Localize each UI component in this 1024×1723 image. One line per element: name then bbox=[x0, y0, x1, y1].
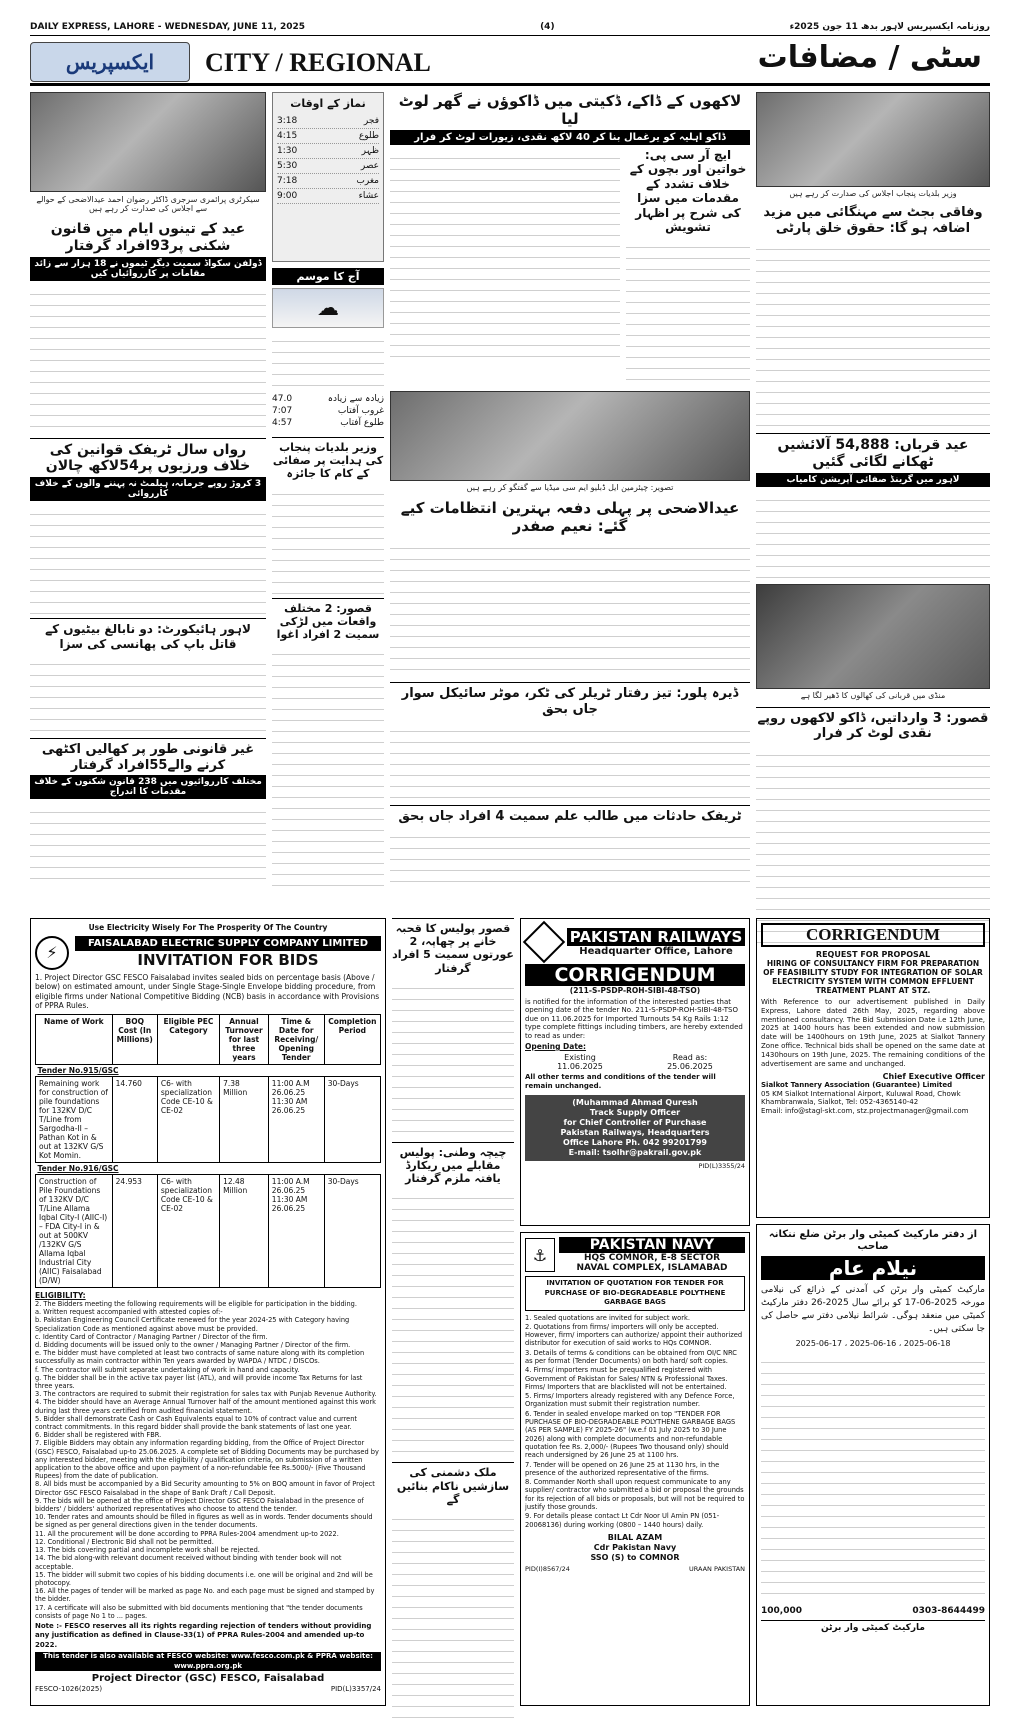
prayer-name: فجر bbox=[363, 116, 379, 127]
story-body bbox=[390, 148, 620, 358]
weather-body bbox=[272, 331, 384, 391]
table-cell: 11:00 A.M 26.06.25 11:30 AM 26.06.25 bbox=[268, 1174, 324, 1287]
navy-title: PAKISTAN NAVY bbox=[559, 1237, 745, 1253]
headline-robbery: لاکھوں کے ڈاکے، ڈکیتی میں ڈاکوؤں نے گھر لوٹ لیا bbox=[398, 92, 742, 128]
stz-officer: Chief Executive Officer bbox=[882, 1072, 985, 1082]
clause-item: c. Identity Card of Contractor / Managing Partner / Director of the firm. bbox=[35, 1332, 268, 1341]
uraan-badge: URAAN PAKISTAN bbox=[688, 1564, 745, 1573]
clause-item: f. The contractor will submit separate undertaking of work in hand and capacity. bbox=[35, 1365, 300, 1374]
tender-number-row bbox=[36, 1162, 381, 1174]
navy-line2: NAVAL COMPLEX, ISLAMABAD bbox=[576, 1263, 728, 1273]
existing-label: Existing bbox=[564, 1052, 596, 1062]
story-body bbox=[390, 827, 750, 887]
auction-ad bbox=[756, 1224, 990, 1706]
headline-hrcp: ایچ آر سی پی: خواتین اور بچوں کے خلاف تشدد کے مقدمات میں سزا کی شرح پر اظہار تشویش bbox=[629, 148, 747, 234]
navy-point: 1. Sealed quotations are invited for subject work. bbox=[525, 1313, 690, 1322]
story-body bbox=[272, 484, 384, 594]
story-body bbox=[756, 239, 990, 429]
weather-title: آج کا موسم bbox=[272, 268, 384, 285]
fesco-signature: Project Director (GSC) FESCO, Faisalabad bbox=[91, 1673, 325, 1685]
navy-crest-icon: ⚓ bbox=[525, 1238, 555, 1272]
clause-item: g. The bidder shall be in the active tax payer list (ATL), and will provide income Tax Returns for last three years. bbox=[35, 1373, 363, 1391]
navy-point: 6. Tender in sealed envelope marked on top "TENDER FOR PURCHASE OF BIO-DEGRADEABLE POLYTHENE GARBAGE BAGS (AS PER SAMPLE) FY 2025-26" (w.e.f 01 July 2025 to 30 June 2026) along with complete documents and non-refundable quotation fee Rs. 2,000/- (Rupees Two thousand only) should reach undersigned by 26 June 25 at 1100 hrs. bbox=[525, 1409, 736, 1460]
prayer-time: 7:18 bbox=[277, 176, 298, 187]
fesco-logo-icon: ⚡ bbox=[35, 936, 69, 970]
tender-number: Tender No.915/GSC bbox=[37, 1065, 119, 1075]
railways-opening-label: Opening Date: bbox=[525, 1042, 587, 1051]
railways-signature-block bbox=[525, 1095, 745, 1161]
railways-pid: PID(L)3355/24 bbox=[698, 1161, 745, 1170]
clause-item: 11. All the procurement will be done according to PPRA Rules-2004 amendment up-to 2022. bbox=[35, 1529, 339, 1538]
clause-item: 13. The bids covering partial and incomplete work shall be rejected. bbox=[35, 1546, 260, 1555]
minister-meeting-caption: وزیر بلدیات پنجاب اجلاس کی صدارت کر رہے ہیں bbox=[789, 189, 957, 198]
headline-hides-collection: غیر قانونی طور پر کھالیں اکٹھی کرنے والے55افراد گرفتار bbox=[30, 738, 266, 773]
auction-footer: مارکیٹ کمیٹی وار برٹن bbox=[761, 1620, 985, 1634]
prayer-time-row bbox=[277, 174, 379, 189]
railways-signer-for: for Chief Controller of Purchase bbox=[563, 1117, 707, 1127]
clause-item: 17. A certificate will also be submitted with bid documents mentioning that "the tender documents consists of page No 1 to ... pages. bbox=[35, 1603, 363, 1620]
navy-points bbox=[525, 1314, 745, 1529]
table-cell: 12.48 Million bbox=[220, 1174, 269, 1287]
clause-item: 4. The bidder should have an Average Annual Turnover half of the amount mentioned against this work during last three years certified from audited financial statement. bbox=[35, 1398, 376, 1415]
prayer-time: 4:15 bbox=[277, 131, 298, 142]
headline-budget-inflation: وفاقی بجٹ سے مہنگائی میں مزید اضافہ ہو گا: حقوق خلق پارٹی bbox=[763, 205, 983, 236]
railways-phone: Office Lahore Ph. 042 99201799 bbox=[563, 1137, 707, 1147]
fesco-clauses bbox=[35, 1300, 381, 1620]
headline-trailer-accident: ڈیرہ پلور: تیز رفتار ٹریلر کی ٹکر، موٹر سائیکل سوار جاں بحق bbox=[390, 682, 750, 717]
column-left bbox=[30, 92, 266, 912]
page-header-line bbox=[30, 22, 990, 36]
header-date-en: DAILY EXPRESS, LAHORE - WEDNESDAY, JUNE 11, 2025 bbox=[30, 22, 306, 32]
table-header-cell: Eligible PEC Category bbox=[157, 1014, 219, 1064]
table-cell: 7.38 Million bbox=[220, 1076, 269, 1162]
railways-logo-icon bbox=[523, 921, 565, 963]
weather-value: 4:57 bbox=[272, 418, 293, 428]
tender-number-row bbox=[36, 1064, 381, 1076]
story-body bbox=[30, 654, 266, 734]
clause-item: 8. All bids must be accompanied by a Bid Security amounting to 5% on BOQ amount in favor of Project Director GSC FESCO Faisalabad in the shape of Bank Draft / Call Deposit. bbox=[35, 1480, 375, 1497]
fesco-tender-table bbox=[35, 1014, 381, 1288]
table-row bbox=[36, 1174, 381, 1287]
navy-signer-rank: Cdr Pakistan Navy bbox=[593, 1542, 677, 1552]
headline-traffic-accidents: ٹریفک حادثات میں طالب علم سمیت 4 افراد جاں بحق bbox=[390, 805, 750, 825]
eligibility-title: ELIGIBILITY: bbox=[35, 1290, 86, 1300]
navy-point: 4. Firms/ importers must be prequalified registered with Government of Pakistan for Sales/ NTN & Professional Taxes. Firms/ Importers that are blacklisted will not be entertained. bbox=[525, 1366, 728, 1391]
navy-point: 9. For details please contact Lt Cdr Noor Ul Amin PN (051-20068136) during working (0800 – 1440 hours) daily. bbox=[525, 1512, 720, 1529]
weather-value: 47.0 bbox=[272, 394, 293, 404]
stz-title: CORRIGENDUM bbox=[761, 923, 985, 947]
cloud-sun-icon: ☁ bbox=[272, 288, 384, 328]
navy-point: 3. Details of terms & conditions can be obtained from OI/C NRC as per format (Tender Documents) on both hard/ soft copies. bbox=[525, 1348, 737, 1365]
table-cell: 24.953 bbox=[112, 1174, 157, 1287]
prayer-time-row bbox=[277, 159, 379, 174]
table-cell: 30-Days bbox=[324, 1076, 380, 1162]
prayer-time-row bbox=[277, 189, 379, 204]
clause-item: 2. The Bidders meeting the following requirements will be eligible for participation in the bidding. bbox=[35, 1300, 357, 1308]
story-body bbox=[392, 978, 514, 1138]
subhead-dolphin: ڈولفن سکواڈ سمیت دیگر ٹیموں نے 18 ہزار سے زائد مقامات پر کارروائیاں کیں bbox=[30, 257, 266, 281]
prayer-timings-title: نماز کے اوقات bbox=[290, 97, 366, 110]
table-cell: 30-Days bbox=[324, 1174, 380, 1287]
railways-body: is notified for the information of the interested parties that opening date of the tender No. 211-S-PSDP-ROH-SIBI-48-TSO due on 11.06.2025 for Imported Turnouts 54 Kg Rails 1:12 type complete fittings including timbers, are hereby extended to read as under: bbox=[525, 997, 743, 1040]
table-cell: Remaining work for construction of pile foundations for 132KV D/C T/Line from Sargodha-II – Pathan Kot in & out at 132KV G/S Kot Momin. bbox=[36, 1076, 113, 1162]
prayer-timings-list bbox=[277, 114, 379, 204]
table-header-cell: Name of Work bbox=[36, 1014, 113, 1064]
railways-note: All other terms and conditions of the tender will remain unchanged. bbox=[525, 1072, 716, 1090]
section-title-ur: سٹی / مضافات bbox=[757, 40, 982, 75]
clause-item: 6. Bidder shall be registered with FBR. bbox=[35, 1431, 162, 1440]
subhead-fines: 3 کروڑ روپے جرمانہ، ہیلمٹ نہ پہننے والوں کے خلاف کارروائی bbox=[30, 477, 266, 501]
column-right bbox=[756, 92, 990, 912]
railways-signer-title: Track Supply Officer bbox=[589, 1107, 681, 1117]
fesco-note: Note :- FESCO reserves all its rights regarding rejection of tenders without providing any justification as defined in Clause-33(1) of PPRA Rules-2004 and amended up-to 2022. bbox=[35, 1621, 372, 1649]
railways-title: PAKISTAN RAILWAYS bbox=[567, 928, 745, 946]
headline-kasur-abduction: قصور: 2 مختلف واقعات میں لڑکی سمیت 2 افراد اغوا bbox=[272, 598, 384, 642]
fesco-company-name: FAISALABAD ELECTRIC SUPPLY COMPANY LIMITED bbox=[75, 936, 381, 951]
navy-point: 8. Commander North shall upon request communicate to any supplier/ contractor who submitted a bid or proposal the grounds for its rejection of all bids or proposals, but will not be required to justify those grounds. bbox=[525, 1478, 745, 1512]
railways-email: E-mail: tsolhr@pakrail.gov.pk bbox=[568, 1147, 702, 1157]
clause-item: 16. All the pages of tender will be marked as page No. and each page must be signed and stamped by the bidder. bbox=[35, 1587, 375, 1604]
navy-signer-title: SSO (S) to COMNOR bbox=[590, 1552, 680, 1562]
prayer-time-row bbox=[277, 114, 379, 129]
tender-number: Tender No.916/GSC bbox=[37, 1163, 119, 1173]
navy-tender-ad bbox=[520, 1232, 750, 1706]
story-body bbox=[756, 745, 990, 945]
stz-subject: HIRING OF CONSULTANCY FIRM FOR PREPARATION OF FEASIBILITY STUDY FOR INTEGRATION OF SOLAR ELECTRICITY SYSTEM WITH COMMON EFFLUENT TREATMENT PLANT AT STZ. bbox=[763, 959, 983, 995]
column-weather bbox=[272, 92, 384, 912]
hides-caption: منڈی میں قربانی کی کھالوں کا ڈھیر لگا ہے bbox=[800, 690, 946, 700]
weather-label: غروب آفتاب bbox=[337, 406, 384, 416]
fesco-intro: 1. Project Director GSC FESCO Faisalabad invites sealed bids on percentage basis (Above / below) on estimated amount, under Single Stage-Single Envelope bidding procedure, from eligible firms under National Competitive Bidding (NCB) basis in accordance with Provisions of PPRA Rules. bbox=[35, 972, 380, 1010]
logo-text: ایکسپریس bbox=[65, 50, 155, 74]
stz-body: With Reference to our advertisement published in Daily Express, Lahore dated 26th May, 2025, regarding above mentioned consultancy. The Bid Submission Date i.e 12th June, 2025 at 1400 hours has been extended and now submission date will be 1400hours on 19th June, 2025 at Sialkot Tannery Zone office. Technical bids shall be opened on the same date at 1430hours on 19th June, 2025. The remaining conditions of the advertisement are same and unchanged. bbox=[761, 998, 985, 1068]
fesco-website: This tender is also available at FESCO website: www.fesco.com.pk & PPRA website: www.ppra.org.pk bbox=[35, 1652, 381, 1671]
express-logo bbox=[30, 42, 190, 82]
header-date-ur: روزنامہ ایکسپریس لاہور بدھ 11 جون 2025ء bbox=[789, 22, 990, 32]
auction-title: نیلام عام bbox=[761, 1256, 985, 1280]
navy-point: 2. Quotations from firms/ importers will only be accepted. However, firm/ importers can authorize/ appoint their authorized distributor for execution of said works to HQs COMNOR. bbox=[525, 1322, 743, 1348]
stz-org: Sialkot Tannery Association (Guarantee) Limited bbox=[761, 1081, 953, 1090]
clause-item: 14. The bid along-with relevant document received without binding with tender book will not acceptable. bbox=[35, 1554, 342, 1571]
prayer-time: 3:18 bbox=[277, 116, 298, 127]
clause-item: 3. The contractors are required to submit their registration for sales tax with Punjab Revenue Authority. bbox=[35, 1390, 377, 1399]
stz-corrigendum-ad bbox=[756, 918, 990, 1218]
auction-amount: 100,000 bbox=[761, 1606, 802, 1616]
clause-item: d. Bidding documents will be issued only to the owner / Managing Partner / Director of the firm. bbox=[35, 1341, 351, 1350]
prayer-name: ظہر bbox=[361, 146, 379, 157]
masthead bbox=[30, 40, 990, 86]
auction-terms bbox=[761, 1352, 985, 1602]
table-cell: C6- with specialization Code CE-10 & CE-02 bbox=[157, 1076, 219, 1162]
story-body bbox=[30, 504, 266, 614]
navy-invitation: INVITATION OF QUOTATION FOR TENDER FOR PURCHASE OF BIO-DEGRADEABLE POLYTHENE GARBAGE BAGS bbox=[525, 1276, 745, 1311]
railways-corrigendum: CORRIGENDUM bbox=[525, 964, 745, 986]
table-cell: Construction of Pile Foundations of 132KV D/C T/Line Allama Iqbal City-I (AIIC-I) – FDA City-I in & out at 500KV /132KV G/S Allama Iqbal Industrial City (AIIC) Faisalabad (D/W) bbox=[36, 1174, 113, 1287]
fesco-tender-ad bbox=[30, 918, 386, 1706]
clause-item: 12. Conditional / Electronic Bid shall not be permitted. bbox=[35, 1537, 214, 1546]
stz-email: Email: info@stagl-skt.com, stz.projectmanager@gmail.com bbox=[761, 1106, 969, 1115]
meeting-caption: سیکرٹری پرائمری سرجری ڈاکٹر رضوان احمد عیدالاضحی کے حوالے سے اجلاس کی صدارت کر رہے ہیں bbox=[36, 195, 260, 213]
clause-item: 9. The bids will be opened at the office of Project Director GSC FESCO Faisalabad in the presence of bidders' / bidders' authorized representatives who choose to attend the tender. bbox=[35, 1496, 364, 1514]
railways-corrigendum-ad bbox=[520, 918, 750, 1226]
weather-label: زیادہ سے زیادہ bbox=[327, 394, 384, 404]
story-body bbox=[390, 538, 750, 678]
column-small-stories bbox=[392, 918, 514, 1706]
prayer-time: 1:30 bbox=[277, 146, 298, 157]
weather-label: طلوع آفتاب bbox=[340, 418, 384, 428]
weather-row bbox=[272, 405, 384, 417]
prayer-timings-box bbox=[272, 92, 384, 262]
railways-signer: (Muhammad Ahmad Quresh bbox=[572, 1097, 698, 1107]
page-number: (4) bbox=[540, 22, 555, 32]
hides-photo bbox=[756, 584, 990, 689]
table-header-cell: Time & Date for Receiving/ Opening Tender bbox=[268, 1014, 324, 1064]
navy-point: 7. Tender will be opened on 26 June 25 at 1130 hrs, in the presence of the authorized representative of the firms. bbox=[525, 1460, 720, 1477]
headline-kasur-raid: قصور پولیس کا قحبہ خانے پر چھاپہ، 2 عورتوں سمیت 5 افراد گرفتار bbox=[392, 918, 514, 975]
auction-phone: 0303-8644499 bbox=[912, 1606, 985, 1616]
subhead-40-lakh: ڈاکو اہلیہ کو یرغمال بنا کر 40 لاکھ نقدی، زیورات لوٹ کر فرار bbox=[390, 130, 750, 145]
subhead-cleanup: لاہور میں گرینڈ صفائی آپریشن کامیاب bbox=[756, 473, 990, 487]
story-body bbox=[626, 237, 750, 387]
clause-item: 15. The bidder will submit two copies of his bidding documents i.e. one will be original and 2nd will be photocopy. bbox=[35, 1570, 373, 1587]
stz-rfp: REQUEST FOR PROPOSAL bbox=[815, 950, 931, 959]
auction-top: از دفتر مارکیٹ کمیٹی وار برٹن ضلع ننکانہ صاحب bbox=[768, 1229, 978, 1252]
table-row bbox=[36, 1076, 381, 1162]
weather-row bbox=[272, 393, 384, 405]
table-cell: C6- with specialization Code CE-10 & CE-02 bbox=[157, 1174, 219, 1287]
story-body bbox=[30, 802, 266, 882]
prayer-name: عصر bbox=[360, 161, 379, 172]
table-cell: 14.760 bbox=[112, 1076, 157, 1162]
section-title-en: CITY / REGIONAL bbox=[205, 48, 431, 77]
fesco-slogan: Use Electricity Wisely For The Prosperity Of The Country bbox=[88, 923, 328, 932]
railways-subtitle: Headquarter Office, Lahore bbox=[579, 945, 733, 957]
minister-meeting-photo bbox=[756, 92, 990, 187]
clause-item: 5. Bidder shall demonstrate Cash or Cash Equivalents equal to 10% of contract value and current contract commitments. In this regard bidder shall provide the bank statements of last one year. bbox=[35, 1414, 358, 1432]
fesco-pid: PID(L)3357/24 bbox=[330, 1685, 381, 1694]
headline-eid-offal: عید قرباں: 54,888 آلائشیں ٹھکانے لگائی گئیں bbox=[756, 433, 990, 471]
navy-signature bbox=[525, 1533, 745, 1563]
navy-pid: PID(I)8567/24 bbox=[525, 1564, 570, 1573]
press-conference-photo bbox=[390, 391, 750, 481]
headline-conspiracies: ملک دشمنی کی سازشیں ناکام بنائیں گے bbox=[392, 1462, 514, 1506]
headline-high-court: لاہور ہائیکورٹ: دو نابالغ بیٹیوں کے قاتل باپ کی پھانسی کی سزا bbox=[30, 618, 266, 651]
story-body bbox=[272, 644, 384, 894]
weather-readings bbox=[272, 393, 384, 429]
navy-point: 5. Firms/ Importers already registered with any Defence Force, Organization must submit their registration number. bbox=[525, 1392, 735, 1409]
table-header-cell: Completion Period bbox=[324, 1014, 380, 1064]
story-body bbox=[390, 721, 750, 801]
prayer-name: عشاء bbox=[358, 191, 379, 202]
headline-police-encounter: چیچہ وطنی: پولیس مقابلے میں ریکارڈ یافتہ ملزم گرفتار bbox=[392, 1142, 514, 1186]
story-body bbox=[30, 284, 266, 434]
press-conference-caption: تصویر: چیئرمین ایل ڈبلیو ایم سی میڈیا سے گفتگو کر رہے ہیں bbox=[466, 483, 674, 493]
clause-item: 7. Eligible Bidders may obtain any information regarding bidding, from the Office of Project Director (GSC) FESCO, Faisalabad up-to 25.06.2025. A complete set of Bidding Documents may be purchased by any interested bidder, meeting with the eligibility / qualification criteria, on submission of a written application to the above office and upon payment of a non-refundable fee Rs.5000/- (Five Thousand Rupees) from the date of publication. bbox=[35, 1439, 379, 1481]
railways-signer-org: Pakistan Railways, Headquarters bbox=[560, 1127, 710, 1137]
subhead-238-cases: مختلف کارروائیوں میں 238 قانون شکنوں کے خلاف مقدمات کا اندراج bbox=[30, 775, 266, 799]
clause-item: e. The bidder must have completed at least two contracts of same nature along with its completion successfully as main contractor within Ten years awarded by WAPDA / NTDC / DISCOs. bbox=[35, 1349, 365, 1366]
headline-traffic-challans: رواں سال ٹریفک قوانین کی خلاف ورزیوں پر54لاکھ چالان bbox=[30, 438, 266, 476]
meeting-photo bbox=[30, 92, 266, 192]
clause-item: b. Pakistan Engineering Council Certificate renewed for the year 2024-25 with Category having Specialization Code as mentioned against above must be provided. bbox=[35, 1316, 350, 1333]
readas-date: 25.06.2025 bbox=[667, 1061, 713, 1071]
table-header-cell: Annual Turnover for last three years bbox=[220, 1014, 269, 1064]
clause-item: a. Written request accompanied with attested copies of:- bbox=[35, 1308, 223, 1317]
headline-cleaning-review: وزیر بلدیات پنجاب کی ہدایت پر صفائی کے کام کا جائزہ bbox=[272, 437, 384, 481]
weather-value: 7:07 bbox=[272, 406, 293, 416]
auction-dates: 2025-06-17 ، 2025-06-16 ، 2025-06-18 bbox=[795, 1339, 951, 1348]
story-body bbox=[756, 490, 990, 580]
story-body bbox=[392, 1188, 514, 1458]
headline-93-arrested: عید کے تینوں ایام میں قانون شکنی پر93افراد گرفتار bbox=[50, 221, 246, 254]
clause-item: 10. Tender rates and amounts should be filled in figures as well as in words. Tender documents should be signed as per general directions given in the tender documents. bbox=[35, 1513, 373, 1530]
prayer-time: 5:30 bbox=[277, 161, 298, 172]
prayer-time: 9:00 bbox=[277, 191, 298, 202]
fesco-ad-title: INVITATION FOR BIDS bbox=[137, 951, 319, 969]
headline-eid-arrangements: عیدالاضحی پر پہلی دفعہ بہترین انتظامات کیے گئے: نعیم صفدر bbox=[400, 499, 740, 536]
table-cell: 11:00 A.M 26.06.25 11:30 AM 26.06.25 bbox=[268, 1076, 324, 1162]
fesco-ref: FESCO-1026(2025) bbox=[35, 1685, 103, 1694]
headline-kasur-robberies: قصور: 3 وارداتیں، ڈاکو لاکھوں روپے نقدی لوٹ کر فرار bbox=[756, 707, 990, 742]
prayer-name: مغرب bbox=[356, 176, 379, 187]
readas-label: Read as: bbox=[672, 1052, 708, 1062]
story-body bbox=[392, 1509, 514, 1723]
table-header-cell: BOQ Cost (In Millions) bbox=[112, 1014, 157, 1064]
prayer-time-row bbox=[277, 129, 379, 144]
navy-signer: BILAL AZAM bbox=[607, 1532, 663, 1542]
prayer-name: طلوع bbox=[358, 131, 379, 142]
stz-address: 05 KM Sialkot International Airport, Kuluwal Road, Chowk Khambranwala, Sialkot, Tel: 052-4365140-42 bbox=[761, 1089, 961, 1107]
weather-row bbox=[272, 417, 384, 429]
prayer-time-row bbox=[277, 144, 379, 159]
column-center bbox=[390, 92, 750, 912]
railways-ref: (211-S-PSDP-ROH-SIBI-48-TSO) bbox=[569, 986, 701, 995]
navy-line1: HQS COMNOR, E-8 SECTOR bbox=[583, 1253, 721, 1263]
existing-date: 11.06.2025 bbox=[557, 1061, 603, 1071]
auction-body: مارکیٹ کمیٹی وار برٹن کی آمدنی کے ذرائع کی نیلامی مورخہ 2025-06-17 کو برائے سال 2025-26 دفتر مارکیٹ کمیٹی میں منعقد ہوگی۔ شرائط نیلامی دفتر سے حاصل کی جا سکتی ہیں۔ bbox=[761, 1285, 986, 1334]
